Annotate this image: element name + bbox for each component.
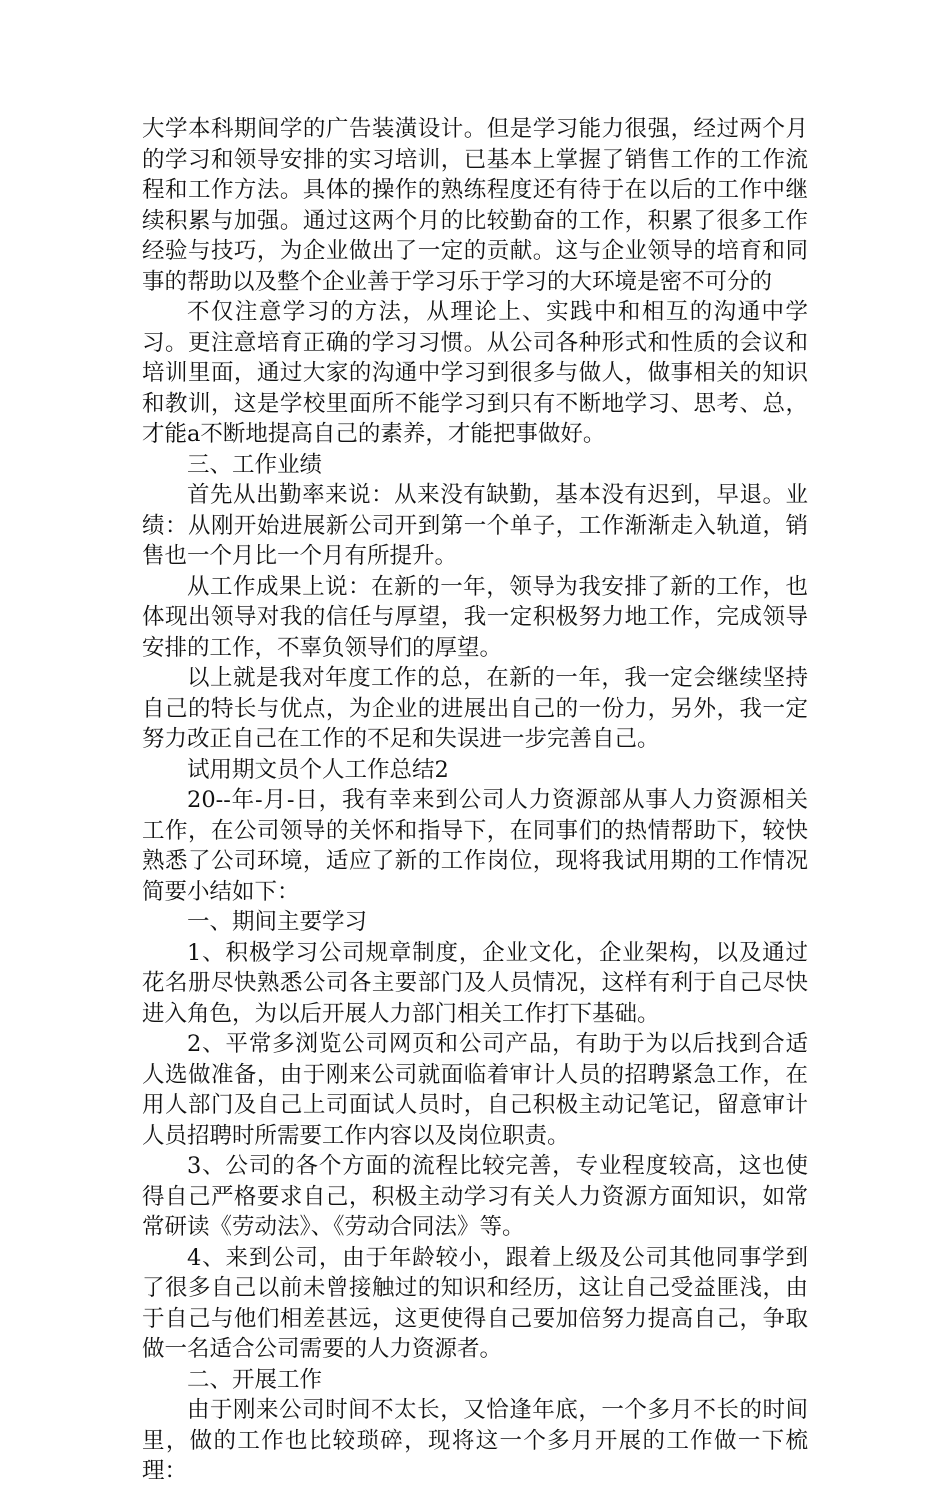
document-subtitle: 试用期文员个人工作总结2 [187, 756, 449, 783]
list-item-3: 3、公司的各个方面的流程比较完善，专业程度较高，这也使得自己严格要求自己，积极主动学习有关人力资源方面知识，如常常研读《劳动法》、《劳动合同法》等。 [142, 1153, 808, 1240]
list-item-1: 1、积极学习公司规章制度，企业文化，企业架构，以及通过花名册尽快熟悉公司各主要部门及人员情况，这样有利于自己尽快进入角色，为以后开展人力部门相关工作打下基础。 [142, 939, 808, 1027]
section-heading-work: 二、开展工作 [187, 1366, 323, 1393]
paragraph-summary: 以上就是我对年度工作的总，在新的一年，我一定会继续坚持自己的特长与优点，为企业的进展出自己的一份力，另外，我一定努力改正自己在工作的不足和失误进一步完善自己。 [142, 665, 808, 752]
paragraph-work-intro: 由于刚来公司时间不太长，又恰逢年底，一个多月不长的时间里，做的工作也比较琐碎，现将这一个多月开展的工作做一下梳理： [142, 1397, 808, 1484]
paragraph-work-results: 从工作成果上说：在新的一年，领导为我安排了新的工作，也体现出领导对我的信任与厚望，我一定积极努力地工作，完成领导安排的工作，不辜负领导们的厚望。 [142, 573, 808, 661]
list-item-4: 4、来到公司，由于年龄较小，跟着上级及公司其他同事学到了很多自己以前未曾接触过的知识和经历，这让自己受益匪浅，由于自己与他们相差甚远，这更使得自己要加倍努力提高自己，争取做一名适合公司需要的人力资源者。 [142, 1244, 808, 1362]
paragraph-study-methods: 不仅注意学习的方法，从理论上、实践中和相互的沟通中学习。更注意培育正确的学习习惯。从公司各种形式和性质的会议和培训里面，通过大家的沟通中学习到很多与做人，做事相关的知识和教训，这是学校里面所不能学习到只有不断地学习、思考、总，才能a不断地提高自己的素养，才能把事做好。 [142, 299, 808, 447]
paragraph-intro: 20--年-月-日，我有幸来到公司人力资源部从事人力资源相关工作，在公司领导的关怀和指导下，在同事们的热情帮助下，较快熟悉了公司环境，适应了新的工作岗位，现将我试用期的工作情况简要小结如下： [142, 787, 808, 905]
paragraph-continuation: 大学本科期间学的广告装潢设计。但是学习能力很强，经过两个月的学习和领导安排的实习培训，已基本上掌握了销售工作的工作流程和工作方法。具体的操作的熟练程度还有待于在以后的工作中继续积累与加强。通过这两个月的比较勤奋的工作，积累了很多工作经验与技巧，为企业做出了一定的贡献。这与企业领导的培育和同事的帮助以及整个企业善于学习乐于学习的大环境是密不可分的 [142, 116, 808, 295]
section-heading-performance: 三、工作业绩 [187, 451, 323, 478]
document-page [142, 114, 808, 1487]
section-heading-learning: 一、期间主要学习 [187, 909, 368, 935]
list-item-2: 2、平常多浏览公司网页和公司产品，有助于为以后找到合适人选做准备，由于刚来公司就面临着审计人员的招聘紧急工作，在用人部门及自己上司面试人员时，自己积极主动记笔记，留意审计人员招聘时所需要工作内容以及岗位职责。 [142, 1031, 808, 1149]
paragraph-attendance: 首先从出勤率来说：从来没有缺勤，基本没有迟到，早退。业绩：从刚开始进展新公司开到第一个单子，工作渐渐走入轨道，销售也一个月比一个月有所提升。 [142, 482, 808, 569]
